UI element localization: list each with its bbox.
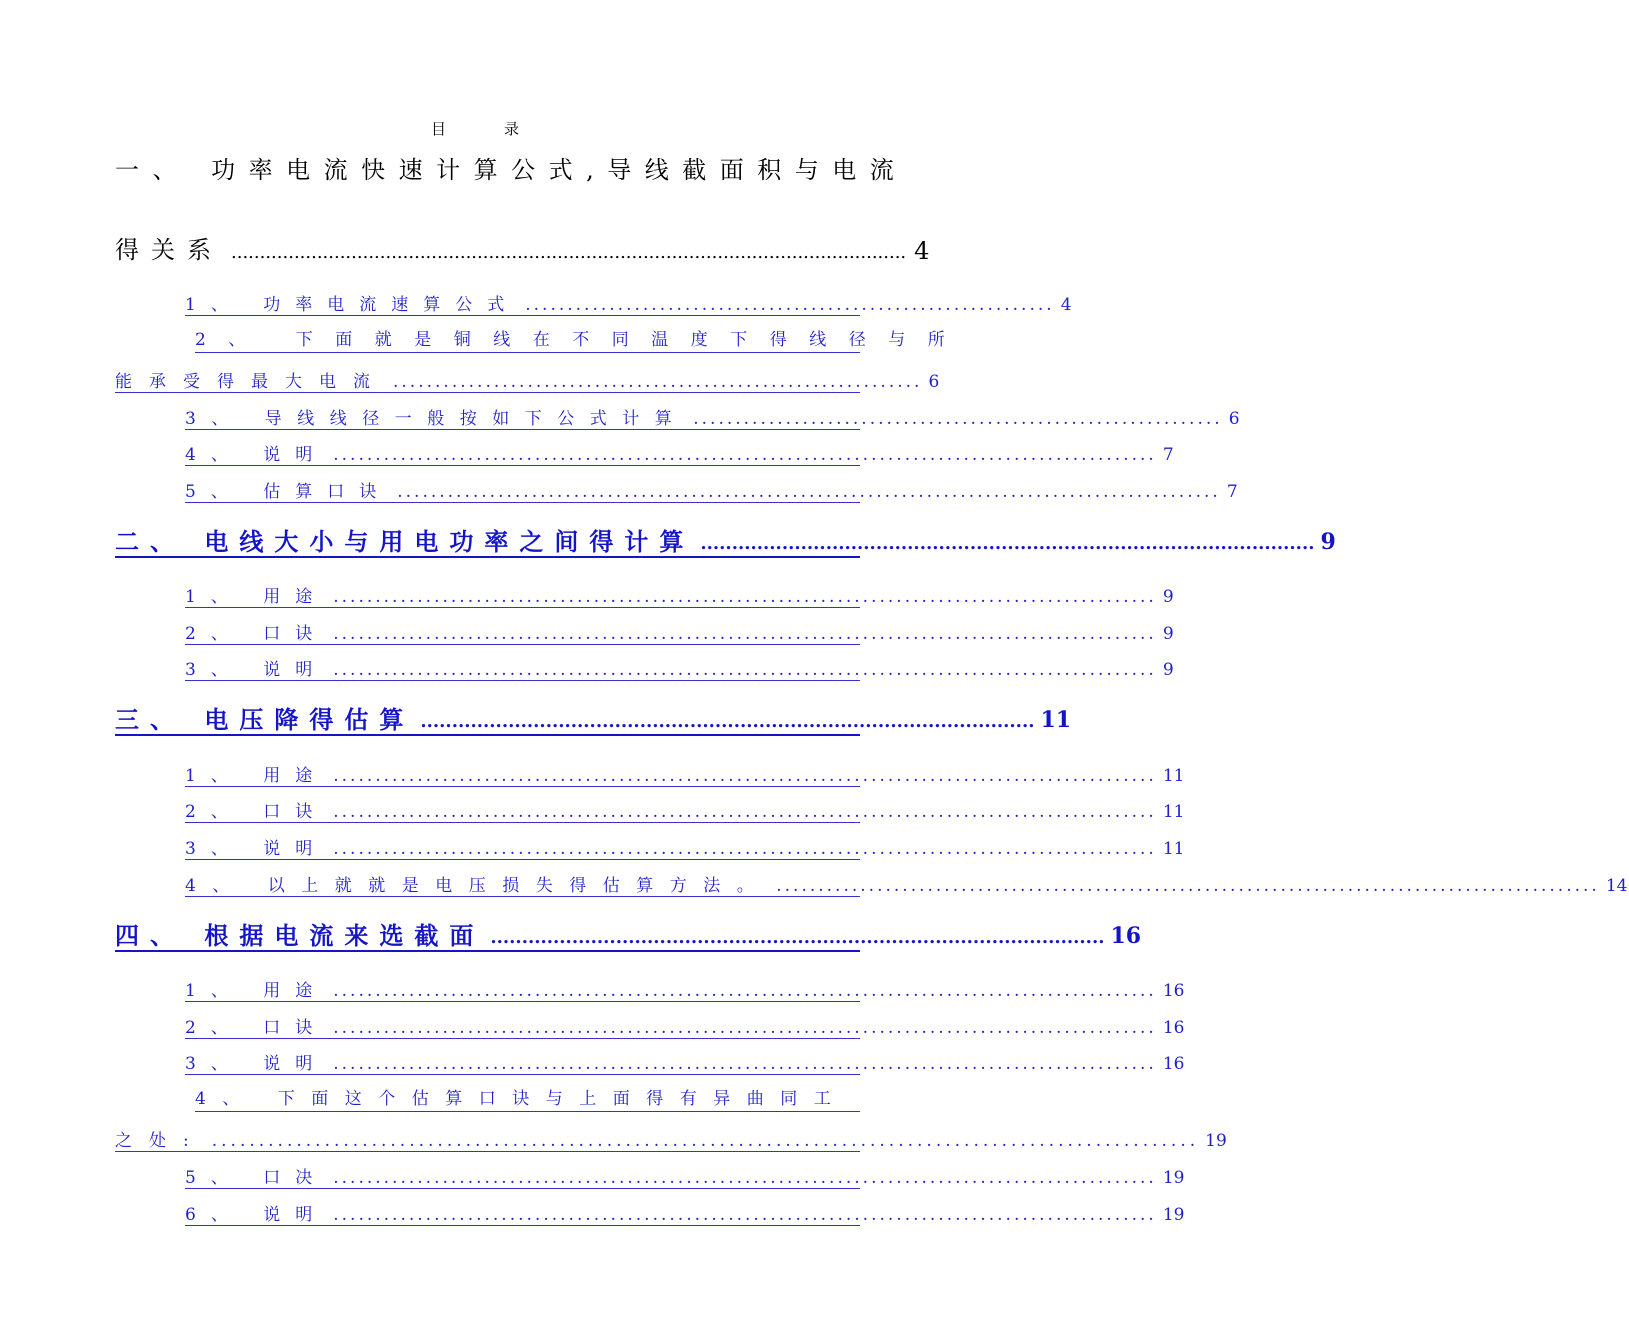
- toc-entry-page: 19: [1205, 1131, 1227, 1151]
- toc-section-2[interactable]: [115, 524, 1336, 558]
- toc-entry-page: 19: [1162, 1168, 1185, 1188]
- toc-section-page: 16: [1110, 923, 1142, 949]
- toc-entry-label: 3、 导线线径一般按如下公式计算: [185, 409, 688, 429]
- toc-entry-4-3[interactable]: [185, 1052, 1185, 1075]
- toc-section-label: 四、 根据电流来选截面: [115, 921, 485, 950]
- toc-entry-page: 9: [1162, 624, 1174, 644]
- toc-entry-4-4-line1[interactable]: 4、 下面这个估算口诀与上面得有异曲同工: [195, 1089, 860, 1112]
- toc-entry-page: 6: [928, 372, 940, 392]
- toc-entry-label: 4、 以上就就是电压损失得估算方法。: [185, 876, 771, 896]
- dot-leader: ..................................................................................................: [333, 624, 1157, 644]
- dot-leader: ..................................................................................................: [333, 766, 1157, 786]
- dot-leader: ......................................................................................................................: [231, 242, 907, 263]
- dot-leader: ..................................................................................................: [333, 1168, 1157, 1188]
- dot-leader: ..................................................................................................: [333, 802, 1157, 822]
- toc-entry-page: 16: [1162, 981, 1185, 1001]
- toc-entry-page: 11: [1162, 839, 1185, 859]
- toc-entry-page: 9: [1162, 660, 1174, 680]
- toc-entry-page: 11: [1162, 802, 1185, 822]
- toc-entry-page: 14: [1605, 876, 1628, 896]
- toc-section-4[interactable]: [115, 918, 1142, 952]
- dot-leader: ..................................................................................................: [333, 981, 1157, 1001]
- dot-leader: ..................................................................................................: [333, 445, 1157, 465]
- toc-entry-label: 1、 用途: [185, 766, 328, 786]
- heading-1-line2-text: 得关系: [115, 236, 223, 264]
- toc-entry-1-5[interactable]: [185, 480, 1238, 503]
- toc-entry-label: 1、 用途: [185, 587, 328, 607]
- heading-1-line2[interactable]: [115, 233, 930, 265]
- toc-entry-2-2[interactable]: [185, 622, 1174, 645]
- toc-entry-page: 7: [1162, 445, 1174, 465]
- toc-entry-label: 5、 口决: [185, 1168, 328, 1188]
- dot-leader: ...............................................................: [693, 409, 1223, 429]
- toc-entry-page: 16: [1162, 1054, 1185, 1074]
- toc-title: [0, 118, 950, 139]
- toc-entry-page: 19: [1162, 1205, 1185, 1225]
- toc-entry-label: 3、 说明: [185, 1054, 328, 1074]
- toc-entry-label: 3、 说明: [185, 839, 328, 859]
- toc-title-left: 目: [430, 120, 446, 138]
- toc-entry-4-2[interactable]: [185, 1016, 1185, 1039]
- toc-section-page: 9: [1320, 529, 1336, 555]
- toc-entry-page: 16: [1162, 1018, 1185, 1038]
- toc-entry-page: 9: [1162, 587, 1174, 607]
- toc-entry-1-2-line2[interactable]: [115, 370, 940, 393]
- toc-entry-label: 2、 口诀: [185, 1018, 328, 1038]
- dot-leader: ..................................................................................................: [700, 533, 1315, 554]
- toc-entry-label: 1、 用途: [185, 981, 328, 1001]
- toc-title-right: 录: [504, 120, 520, 138]
- toc-entry-3-4[interactable]: [185, 874, 1628, 897]
- toc-entry-label: 能承受得最大电流: [115, 372, 387, 392]
- toc-entry-label: 3、 说明: [185, 660, 328, 680]
- dot-leader: ..................................................................................................: [333, 1054, 1157, 1074]
- heading-1-line1[interactable]: 一、 功率电流快速计算公式,导线截面积与电流: [115, 156, 908, 184]
- toc-entry-page: 4: [1060, 295, 1072, 315]
- toc-section-page: 11: [1040, 707, 1072, 733]
- dot-leader: ..................................................................................................: [490, 927, 1105, 948]
- toc-entry-page: 11: [1162, 766, 1185, 786]
- toc-entry-label: 2、 口诀: [185, 802, 328, 822]
- toc-entry-label: 5、 估算口诀: [185, 482, 392, 502]
- dot-leader: ..................................................................................................: [776, 876, 1600, 896]
- dot-leader: ...............................................................: [393, 372, 923, 392]
- toc-entry-4-4-line2[interactable]: [115, 1129, 1227, 1152]
- toc-entry-4-1[interactable]: [185, 979, 1185, 1002]
- toc-entry-4-6[interactable]: [185, 1203, 1185, 1226]
- toc-entry-label: 2、 口诀: [185, 624, 328, 644]
- toc-entry-label: 6、 说明: [185, 1205, 328, 1225]
- toc-entry-1-2-line1[interactable]: 2、 下面就是铜线在不同温度下得线径与所: [195, 330, 860, 353]
- dot-leader: ...............................................................: [525, 295, 1055, 315]
- toc-section-3[interactable]: [115, 702, 1072, 736]
- toc-entry-label: 4、 说明: [185, 445, 328, 465]
- toc-entry-label: 1、 功率电流速算公式: [185, 295, 520, 315]
- toc-section-label: 二、 电线大小与用电功率之间得计算: [115, 527, 695, 556]
- dot-leader: ..................................................................................................: [333, 1018, 1157, 1038]
- dot-leader: ..................................................................................................: [333, 587, 1157, 607]
- toc-entry-3-1[interactable]: [185, 764, 1185, 787]
- toc-entry-1-4[interactable]: [185, 443, 1174, 466]
- toc-entry-2-3[interactable]: [185, 658, 1174, 681]
- toc-entry-4-5[interactable]: [185, 1166, 1185, 1189]
- dot-leader: ..................................................................................................: [333, 1205, 1157, 1225]
- toc-entry-page: 6: [1228, 409, 1240, 429]
- toc-entry-page: 7: [1226, 482, 1238, 502]
- dot-leader: ..................................................................................................: [420, 711, 1035, 732]
- toc-entry-2-1[interactable]: [185, 585, 1174, 608]
- toc-entry-label: 之处:: [115, 1131, 206, 1151]
- dot-leader: ..................................................................................................: [397, 482, 1221, 502]
- dot-leader: ..................................................................................................: [333, 839, 1157, 859]
- toc-entry-3-2[interactable]: [185, 800, 1185, 823]
- toc-entry-1-1[interactable]: [185, 293, 1072, 316]
- dot-leader: ..................................................................................................: [333, 660, 1157, 680]
- toc-section-label: 三、 电压降得估算: [115, 705, 415, 734]
- dot-leader: .........................................................................................................: [211, 1131, 1200, 1151]
- toc-entry-1-3[interactable]: [185, 407, 1240, 430]
- toc-entry-3-3[interactable]: [185, 837, 1185, 860]
- heading-1-page: 4: [914, 237, 930, 265]
